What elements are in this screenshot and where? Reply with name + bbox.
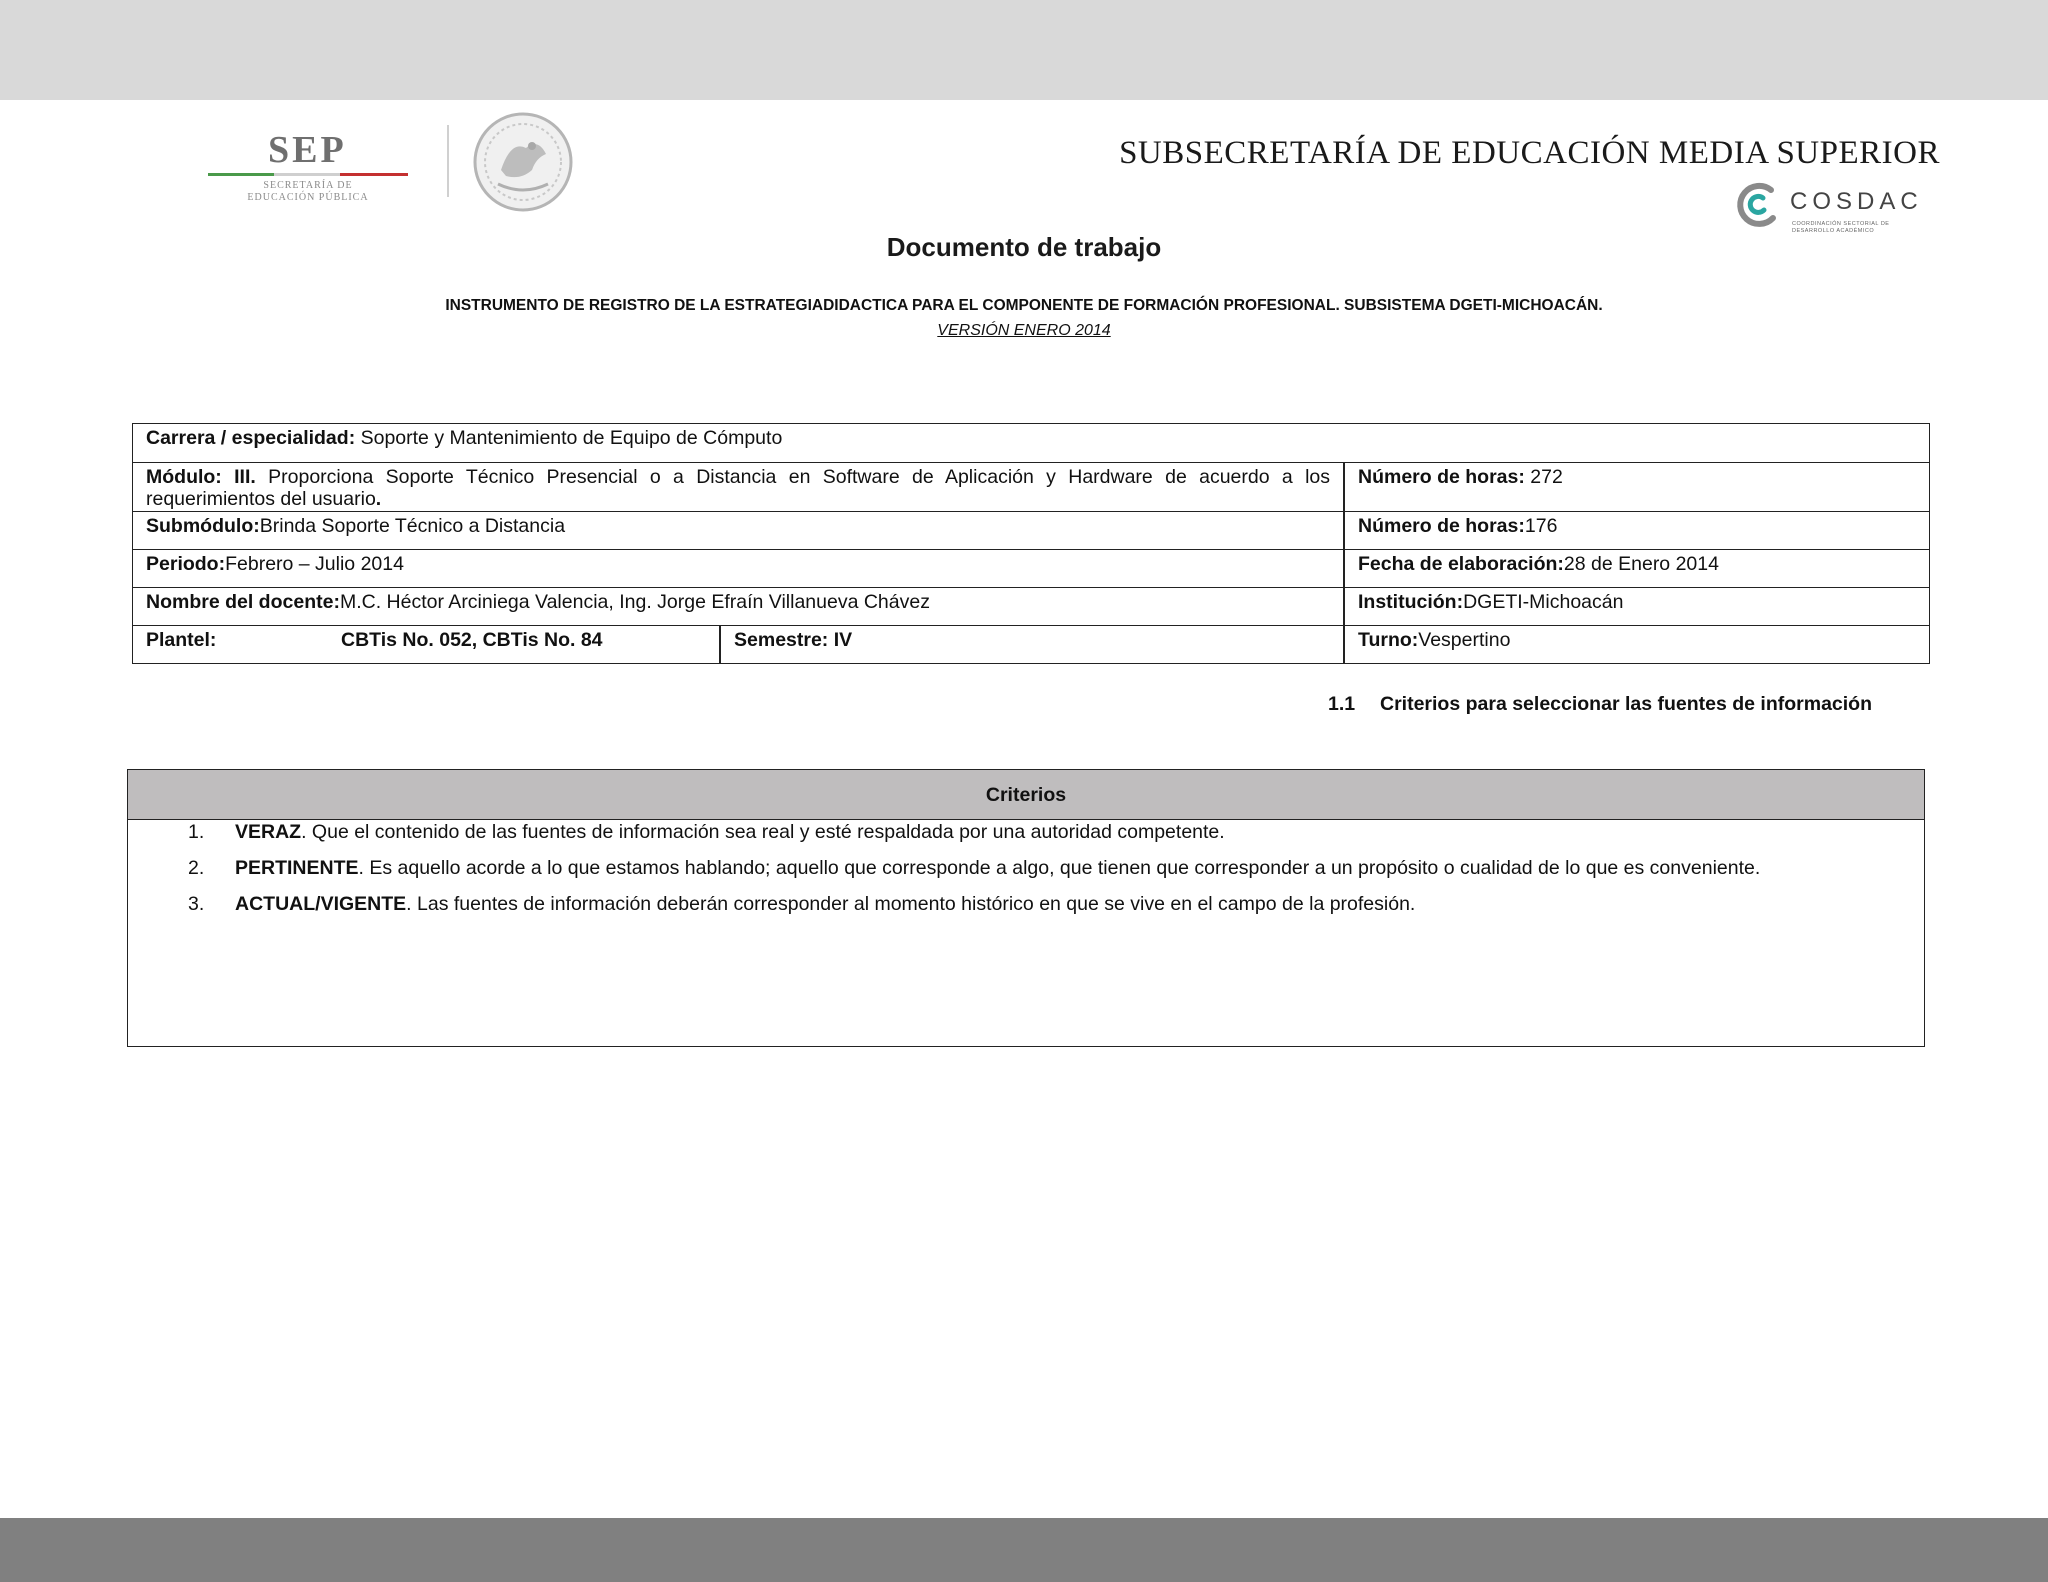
list-item-number: 1.: [188, 821, 205, 843]
plantel-label-cell: [133, 626, 313, 663]
document-title: Documento de trabajo: [886, 232, 1162, 262]
row-plantel: [133, 625, 1929, 663]
docente-cell: [133, 588, 1343, 625]
document-version: VERSIÓN ENERO 2014: [937, 322, 1111, 339]
horas-submodulo-label: Número de horas:: [1358, 515, 1525, 537]
semestre-cell: [721, 626, 1341, 663]
turno-label: Turno:: [1358, 629, 1419, 651]
horas-submodulo-cell: [1345, 512, 1929, 549]
semestre-label: Semestre: IV: [734, 629, 853, 651]
list-item-number: 3.: [188, 893, 205, 915]
plantel-label: Plantel:: [146, 629, 217, 651]
sep-logo-subtitle: SECRETARÍA DE EDUCACIÓN PÚBLICA: [247, 180, 369, 203]
bottom-bar: [0, 1518, 2048, 1582]
institucion-label: Institución:: [1358, 591, 1464, 613]
row-periodo: [133, 549, 1929, 587]
plantel-value: CBTis No. 052, CBTis No. 84: [341, 629, 603, 651]
subsecretaria-title: SUBSECRETARÍA DE EDUCACIÓN MEDIA SUPERIOR: [1119, 135, 1940, 171]
list-item-text: [235, 820, 1225, 844]
horas-modulo-label: Número de horas:: [1358, 466, 1525, 488]
list-item-text: [235, 892, 1415, 916]
section-heading: [1328, 693, 1872, 716]
logo-divider: [447, 125, 449, 197]
periodo-cell: [133, 550, 1343, 587]
section-number: 1.1: [1328, 693, 1356, 715]
mexico-seal-icon: [466, 110, 580, 214]
cosdac-logo-subtitle: COORDINACIÓN SECTORIAL DE DESARROLLO ACADÉMICO: [1792, 221, 1890, 234]
top-bar: [0, 0, 2048, 100]
carrera-cell: [133, 424, 1929, 462]
sep-logo-text: SEP: [268, 129, 347, 171]
horas-modulo-cell: [1345, 463, 1929, 511]
horas-submodulo-value: 176: [1524, 515, 1558, 537]
docente-label: Nombre del docente:: [146, 591, 340, 613]
sep-logo-stripe: [208, 173, 408, 176]
fecha-cell: [1345, 550, 1929, 587]
row-modulo: [133, 462, 1929, 511]
modulo-label: Módulo: III.: [146, 466, 256, 488]
list-item-text: [235, 856, 1760, 880]
row-submodulo: [133, 511, 1929, 549]
fecha-label: Fecha de elaboración:: [1358, 553, 1564, 575]
list-item-description: . Que el contenido de las fuentes de información sea real y esté respaldada por una autoridad competente.: [301, 821, 1225, 843]
row-carrera: [133, 424, 1929, 462]
turno-cell: [1345, 626, 1929, 663]
document-subtitle: INSTRUMENTO DE REGISTRO DE LA ESTRATEGIADIDACTICA PARA EL COMPONENTE DE FORMACIÓN PROFESIONAL. SUBSISTEMA DGETI-MICHOACÁN.: [445, 297, 1603, 314]
carrera-value: Soporte y Mantenimiento de Equipo de Cómputo: [355, 427, 783, 449]
turno-value: Vespertino: [1418, 629, 1511, 651]
carrera-label: Carrera / especialidad:: [146, 427, 356, 449]
cosdac-logo-text: COSDAC: [1790, 188, 1923, 215]
list-item-term: VERAZ: [235, 821, 302, 843]
list-item-term: ACTUAL/VIGENTE: [235, 893, 407, 915]
criterios-table: [127, 769, 1925, 1047]
submodulo-cell: [133, 512, 1343, 549]
submodulo-label: Submódulo:: [146, 515, 260, 537]
cosdac-logo-icon: [1733, 180, 1783, 228]
fecha-value: 28 de Enero 2014: [1563, 553, 1719, 575]
institucion-cell: [1345, 588, 1929, 625]
plantel-value-cell: [328, 626, 718, 663]
list-item-number: 2.: [188, 857, 205, 879]
criterios-header: Criterios: [128, 770, 1924, 820]
institucion-value: DGETI-Michoacán: [1463, 591, 1624, 613]
periodo-label: Periodo:: [146, 553, 226, 575]
list-item-description: . Es aquello acorde a lo que estamos hablando; aquello que corresponde a algo, que tienen que corresponder a un propósito o cualidad de lo que es conveniente.: [358, 857, 1761, 879]
submodulo-value: Brinda Soporte Técnico a Distancia: [259, 515, 566, 537]
docente-value: M.C. Héctor Arciniega Valencia, Ing. Jorge Efraín Villanueva Chávez: [339, 591, 930, 613]
periodo-value: Febrero – Julio 2014: [225, 553, 404, 575]
modulo-cell: [133, 463, 1343, 511]
horas-modulo-value: 272: [1524, 466, 1563, 488]
row-docente: [133, 587, 1929, 625]
modulo-value: Proporciona Soporte Técnico Presencial o a Distancia en Software de Aplicación y Hardware de acuerdo a los requerimientos del usuario: [146, 466, 1331, 510]
info-table: [132, 423, 1930, 664]
list-item-description: . Las fuentes de información deberán corresponder al momento histórico en que se vive en el campo de la profesión.: [406, 893, 1416, 915]
list-item-term: PERTINENTE: [235, 857, 359, 879]
modulo-end: .: [375, 488, 382, 510]
section-title: Criterios para seleccionar las fuentes de información: [1380, 693, 1873, 715]
